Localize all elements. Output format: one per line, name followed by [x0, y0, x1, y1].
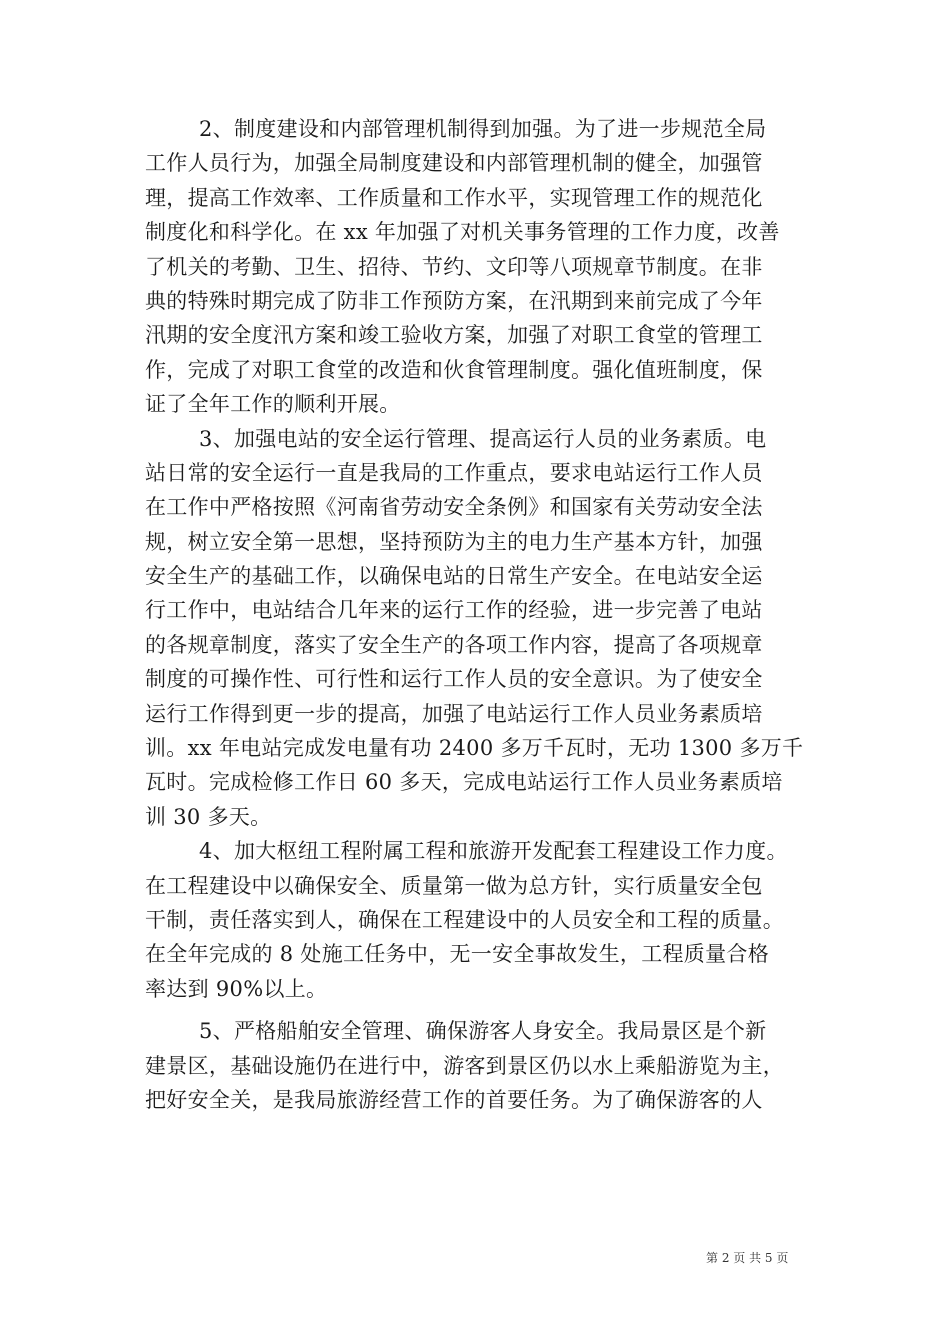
text-line: 率达到 90%以上。 [145, 976, 328, 1001]
text-line: 训 30 多天。 [145, 804, 272, 829]
page-number: 第 2 页 共 5 页 [706, 1251, 789, 1265]
text-line: 站日常的安全运行一直是我局的工作重点，要求电站运行工作人员 [145, 460, 763, 485]
text-line: 5、严格船舶安全管理、确保游客人身安全。我局景区是个新 [199, 1019, 767, 1044]
text-line: 瓦时。完成检修工作日 60 多天，完成电站运行工作人员业务素质培 [145, 770, 783, 795]
text-line: 运行工作得到更一步的提高，加强了电站运行工作人员业务素质培 [145, 701, 763, 726]
text-line: 在全年完成的 8 处施工任务中，无一安全事故发生，工程质量合格 [145, 942, 770, 967]
text-line: 制度的可操作性、可行性和运行工作人员的安全意识。为了使安全 [145, 667, 763, 692]
text-line: 2、制度建设和内部管理机制得到加强。为了进一步规范全局 [199, 117, 767, 141]
paragraph-5 [145, 1014, 805, 1117]
text-line: 安全生产的基础工作，以确保电站的日常生产安全。在电站安全运 [145, 564, 763, 589]
text-line: 在工作中严格按照《河南省劳动安全条例》和国家有关劳动安全法 [145, 495, 763, 520]
text-line: 4、加大枢纽工程附属工程和旅游开发配套工程建设工作力度。 [199, 839, 788, 864]
text-line: 规，树立安全第一思想，坚持预防为主的电力生产基本方针，加强 [145, 529, 763, 554]
text-line: 行工作中，电站结合几年来的运行工作的经验，进一步完善了电站 [145, 598, 763, 623]
text-line: 训。xx 年电站完成发电量有功 2400 多万千瓦时，无功 1300 多万千 [145, 736, 804, 761]
body-text [145, 112, 805, 1117]
text-line: 汛期的安全度汛方案和竣工验收方案，加强了对职工食堂的管理工 [145, 323, 763, 348]
text-line: 典的特殊时期完成了防非工作预防方案，在汛期到来前完成了今年 [145, 288, 763, 313]
text-line: 了机关的考勤、卫生、招待、节约、文印等八项规章节制度。在非 [145, 254, 763, 279]
text-line: 制度化和科学化。在 xx 年加强了对机关事务管理的工作力度，改善 [145, 220, 780, 245]
text-line: 在工程建设中以确保安全、质量第一做为总方针，实行质量安全包 [145, 873, 763, 898]
paragraph-4 [145, 834, 805, 1006]
text-line: 证了全年工作的顺利开展。 [145, 392, 401, 417]
text-line: 理，提高工作效率、工作质量和工作水平，实现管理工作的规范化 [145, 185, 763, 210]
text-line: 干制，责任落实到人，确保在工程建设中的人员安全和工程的质量。 [145, 907, 784, 932]
paragraph-3 [145, 422, 805, 835]
text-line: 建景区，基础设施仍在进行中，游客到景区仍以水上乘船游览为主， [145, 1053, 784, 1078]
text-line: 把好安全关，是我局旅游经营工作的首要任务。为了确保游客的人 [145, 1087, 763, 1112]
text-line: 工作人员行为，加强全局制度建设和内部管理机制的健全，加强管 [145, 151, 763, 176]
text-line: 作，完成了对职工食堂的改造和伙食管理制度。强化值班制度，保 [145, 357, 763, 382]
paragraph-2 [145, 112, 805, 422]
text-line: 3、加强电站的安全运行管理、提高运行人员的业务素质。电 [199, 426, 767, 451]
text-line: 的各规章制度，落实了安全生产的各项工作内容，提高了各项规章 [145, 632, 763, 657]
